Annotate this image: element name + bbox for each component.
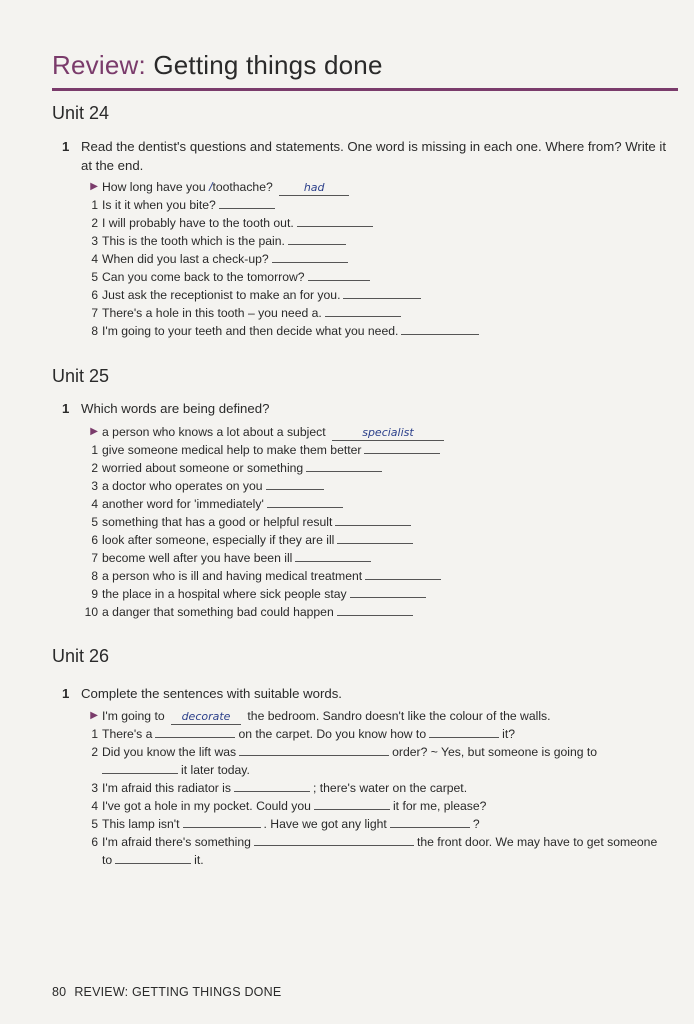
item-number: 3 bbox=[91, 479, 98, 493]
answer-blank[interactable] bbox=[297, 214, 373, 227]
answer-blank[interactable] bbox=[267, 495, 343, 508]
item-number: 4 bbox=[91, 799, 98, 813]
page-footer bbox=[52, 985, 281, 999]
exercise-number: 1 bbox=[62, 686, 70, 701]
item-number: 2 bbox=[91, 745, 98, 759]
item-text: worried about someone or something bbox=[102, 461, 304, 475]
insertion-caret: / bbox=[209, 180, 213, 194]
item-text: the place in a hospital where sick people stay bbox=[102, 587, 347, 601]
exercise-item bbox=[80, 322, 670, 340]
exercise-item bbox=[80, 250, 670, 268]
item-text-b: on the carpet. Do you know how to bbox=[238, 727, 427, 741]
exercise-item bbox=[80, 815, 670, 833]
item-text: Is it it when you bite? bbox=[102, 198, 216, 212]
answer-blank[interactable] bbox=[234, 779, 310, 792]
item-text: I will probably have to the tooth out. bbox=[102, 216, 294, 230]
item-text-a: I'm afraid there's something bbox=[102, 835, 251, 849]
answer-blank[interactable] bbox=[343, 286, 421, 299]
item-number: 1 bbox=[91, 198, 98, 212]
item-text: a doctor who operates on you bbox=[102, 479, 263, 493]
answer-blank[interactable] bbox=[295, 549, 371, 562]
answer-blank[interactable] bbox=[364, 441, 440, 454]
item-number: 7 bbox=[91, 551, 98, 565]
item-number: 8 bbox=[91, 569, 98, 583]
item-number: 5 bbox=[91, 270, 98, 284]
item-text: become well after you have been ill bbox=[102, 551, 293, 565]
title-accent: Review: bbox=[52, 50, 146, 80]
item-number: 6 bbox=[91, 288, 98, 302]
exercise-item bbox=[80, 196, 670, 214]
instruction-text: Complete the sentences with suitable words. bbox=[81, 686, 342, 701]
example-arrow-icon: ▶ bbox=[90, 181, 98, 192]
item-number: 3 bbox=[91, 234, 98, 248]
exercise-item bbox=[80, 495, 670, 513]
answer-blank[interactable] bbox=[325, 304, 401, 317]
exercise-number: 1 bbox=[62, 139, 70, 154]
instruction-text: Which words are being defined? bbox=[81, 401, 270, 416]
footer-label: REVIEW: GETTING THINGS DONE bbox=[74, 985, 282, 999]
answer-blank[interactable] bbox=[219, 196, 275, 209]
exercise-item bbox=[80, 797, 670, 815]
item-text: a person who is ill and having medical treatment bbox=[102, 569, 363, 583]
example-line bbox=[80, 423, 670, 441]
answer-blank[interactable] bbox=[102, 761, 178, 774]
item-number: 2 bbox=[91, 216, 98, 230]
answer-blank[interactable] bbox=[429, 725, 499, 738]
item-text: Just ask the receptionist to make an for you. bbox=[102, 288, 341, 302]
unit-24-instruction bbox=[62, 137, 672, 175]
exercise-item bbox=[80, 214, 670, 232]
unit-26-instruction bbox=[62, 684, 672, 703]
unit-25-instruction bbox=[62, 399, 672, 418]
item-text-c: it. bbox=[194, 853, 204, 867]
exercise-item bbox=[80, 779, 670, 797]
exercise-item bbox=[80, 549, 670, 567]
item-text-a: There's a bbox=[102, 727, 153, 741]
exercise-item bbox=[80, 585, 670, 603]
item-text-b: the front door. We may have to get someone to bbox=[102, 835, 658, 867]
item-text: look after someone, especially if they are ill bbox=[102, 533, 335, 547]
item-text-b: it for me, please? bbox=[392, 799, 487, 813]
item-text: something that has a good or helpful result bbox=[102, 515, 333, 529]
item-number: 4 bbox=[91, 252, 98, 266]
answer-blank[interactable] bbox=[337, 603, 413, 616]
item-text: Can you come back to the tomorrow? bbox=[102, 270, 305, 284]
item-number: 3 bbox=[91, 781, 98, 795]
answer-blank[interactable] bbox=[337, 531, 413, 544]
answer-blank[interactable] bbox=[288, 232, 346, 245]
item-text: This is the tooth which is the pain. bbox=[102, 234, 285, 248]
unit-24-heading: Unit 24 bbox=[52, 103, 110, 123]
unit-25-heading: Unit 25 bbox=[52, 366, 110, 386]
example-text-before: How long have you bbox=[102, 180, 206, 194]
exercise-item bbox=[80, 513, 670, 531]
item-number: 10 bbox=[84, 605, 98, 619]
answer-blank[interactable] bbox=[306, 459, 382, 472]
item-number: 2 bbox=[91, 461, 98, 475]
item-text: a danger that something bad could happen bbox=[102, 605, 334, 619]
example-answer: specialist bbox=[332, 427, 444, 441]
answer-blank[interactable] bbox=[390, 815, 470, 828]
item-number: 7 bbox=[91, 306, 98, 320]
exercise-item bbox=[80, 232, 670, 250]
exercise-item bbox=[80, 567, 670, 585]
item-number: 6 bbox=[91, 835, 98, 849]
answer-blank[interactable] bbox=[308, 268, 370, 281]
page-number: 80 bbox=[52, 985, 67, 999]
item-number: 4 bbox=[91, 497, 98, 511]
item-text-c: ? bbox=[472, 817, 480, 831]
title-text: Getting things done bbox=[153, 50, 383, 80]
item-number: 5 bbox=[91, 515, 98, 529]
item-text-c: it later today. bbox=[181, 763, 250, 777]
item-text-b: ; there's water on the carpet. bbox=[313, 781, 468, 795]
answer-blank[interactable] bbox=[401, 322, 479, 335]
answer-blank[interactable] bbox=[335, 513, 411, 526]
title-rule bbox=[52, 88, 678, 91]
item-text: give someone medical help to make them better bbox=[102, 443, 362, 457]
answer-blank[interactable] bbox=[272, 250, 348, 263]
answer-blank[interactable] bbox=[183, 815, 261, 828]
item-text-a: This lamp isn't bbox=[102, 817, 180, 831]
answer-blank[interactable] bbox=[314, 797, 390, 810]
item-text-a: I've got a hole in my pocket. Could you bbox=[102, 799, 311, 813]
answer-blank[interactable] bbox=[266, 477, 324, 490]
exercise-item bbox=[80, 459, 670, 477]
exercise-item bbox=[80, 477, 670, 495]
item-number: 1 bbox=[91, 443, 98, 457]
answer-blank[interactable] bbox=[254, 833, 414, 846]
item-text-b: . Have we got any light bbox=[263, 817, 387, 831]
exercise-item bbox=[80, 725, 670, 743]
exercise-item bbox=[80, 531, 670, 549]
item-number: 8 bbox=[91, 324, 98, 338]
item-text: When did you last a check-up? bbox=[102, 252, 269, 266]
example-text-before: I'm going to bbox=[102, 709, 165, 723]
item-number: 5 bbox=[91, 817, 98, 831]
exercise-item bbox=[80, 603, 670, 621]
item-number: 1 bbox=[91, 727, 98, 741]
item-number: 6 bbox=[91, 533, 98, 547]
item-text: There's a hole in this tooth – you need a. bbox=[102, 306, 322, 320]
instruction-text: Read the dentist's questions and statements. One word is missing in each one. Where from? Write it at the end. bbox=[81, 139, 667, 173]
exercise-item bbox=[80, 286, 670, 304]
answer-blank[interactable] bbox=[350, 585, 426, 598]
example-arrow-icon: ▶ bbox=[90, 426, 98, 437]
unit-26-heading: Unit 26 bbox=[52, 646, 110, 666]
item-text: I'm going to your teeth and then decide what you need. bbox=[102, 324, 399, 338]
answer-blank[interactable] bbox=[155, 725, 235, 738]
unit-26-exercise-list bbox=[80, 707, 670, 869]
answer-blank[interactable] bbox=[115, 851, 191, 864]
exercise-item bbox=[80, 304, 670, 322]
example-line bbox=[80, 707, 670, 725]
exercise-item bbox=[80, 268, 670, 286]
example-answer: decorate bbox=[171, 711, 241, 725]
exercise-item bbox=[80, 833, 670, 869]
example-text-after: the bedroom. Sandro doesn't like the colour of the walls. bbox=[247, 709, 551, 723]
item-text: another word for 'immediately' bbox=[102, 497, 264, 511]
exercise-number: 1 bbox=[62, 401, 70, 416]
example-line bbox=[80, 178, 670, 196]
answer-blank[interactable] bbox=[239, 743, 389, 756]
item-text-b: order? ~ Yes, but someone is going to bbox=[392, 745, 598, 759]
unit-25-exercise-list bbox=[80, 423, 670, 621]
exercise-item bbox=[80, 441, 670, 459]
answer-blank[interactable] bbox=[365, 567, 441, 580]
example-text-after: toothache? bbox=[212, 180, 273, 194]
example-arrow-icon: ▶ bbox=[90, 710, 98, 721]
item-text-a: Did you know the lift was bbox=[102, 745, 237, 759]
exercise-item bbox=[80, 743, 670, 779]
example-answer: had bbox=[279, 182, 349, 196]
page-title bbox=[52, 50, 383, 81]
example-text: a person who knows a lot about a subject bbox=[102, 425, 326, 439]
item-text-c: it? bbox=[502, 727, 515, 741]
item-text-a: I'm afraid this radiator is bbox=[102, 781, 231, 795]
item-number: 9 bbox=[91, 587, 98, 601]
unit-24-exercise-list bbox=[80, 178, 670, 340]
